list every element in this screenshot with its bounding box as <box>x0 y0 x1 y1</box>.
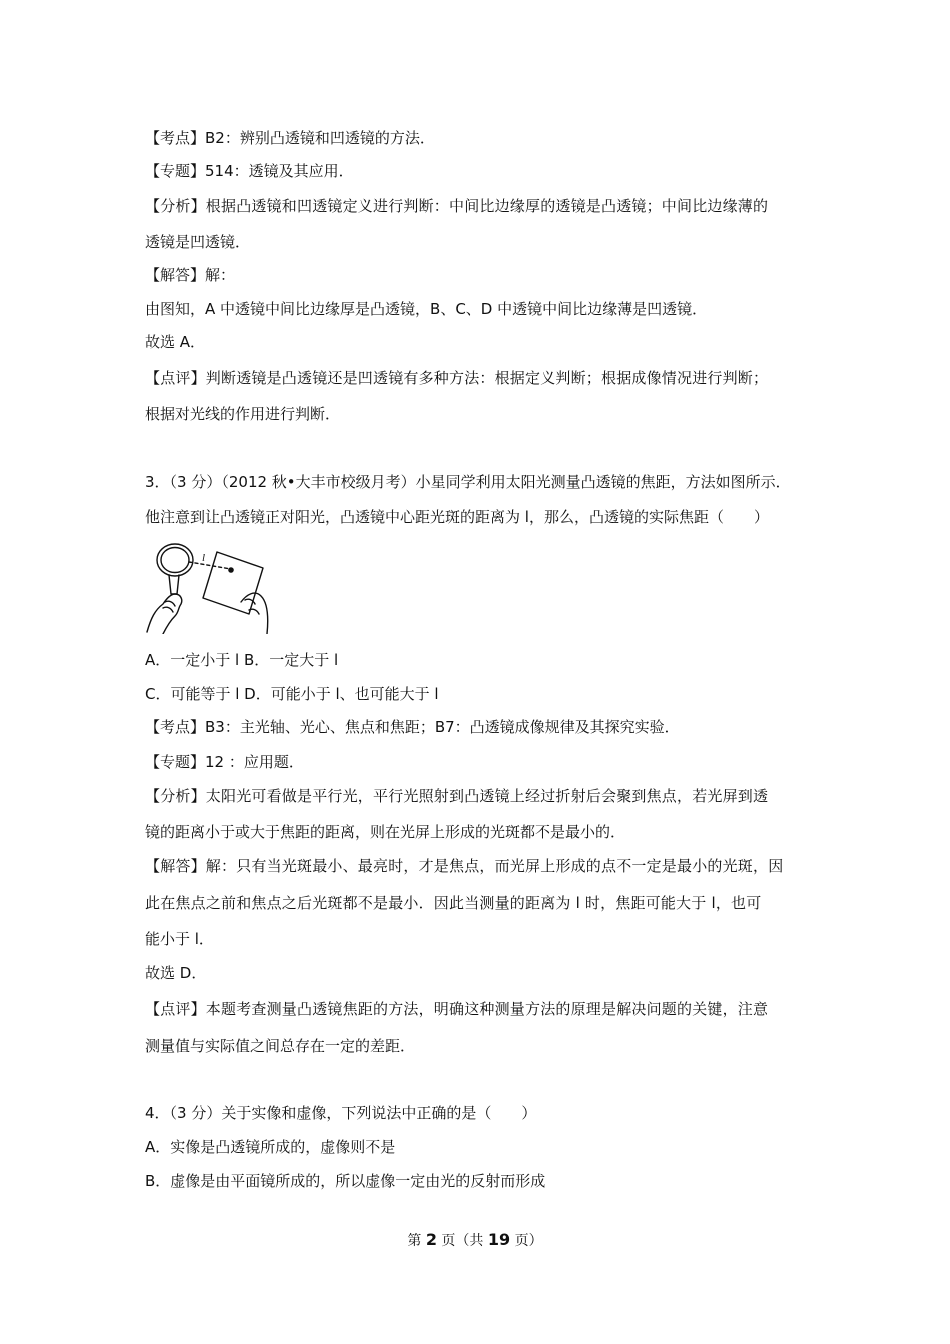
q3-fenxi-line2: 镜的距离小于或大于焦距的距离，则在光屏上形成的光斑都不是最小的． <box>145 823 626 841</box>
light-spot <box>228 567 234 573</box>
q2-answer: 故选 A． <box>145 333 206 351</box>
lens-inner <box>161 548 189 573</box>
q3-options-cd: C．可能等于 l D．可能小于 l、也可能大于 l <box>145 685 439 703</box>
q3-jieda-line3: 能小于 l． <box>145 930 214 948</box>
q3-fenxi-line1: 【分析】太阳光可看做是平行光，平行光照射到凸透镜上经过折射后会聚到焦点，若光屏到透 <box>145 787 769 805</box>
q4-option-b: B．虚像是由平面镜所成的，所以虚像一定由光的反射而形成 <box>145 1172 546 1190</box>
distance-label: l <box>202 552 206 564</box>
q4-stem: 4．（3 分）关于实像和虚像，下列说法中正确的是（ ） <box>145 1104 537 1122</box>
q3-stem-line1: 3．（3 分）（2012 秋•大丰市校级月考）小星同学利用太阳光测量凸透镜的焦距，方法如图所示． <box>145 473 791 491</box>
q3-dianping-line1: 【点评】本题考查测量凸透镜焦距的方法，明确这种测量方法的原理是解决问题的关键，注意 <box>145 1000 769 1018</box>
q2-jieda-label: 【解答】解： <box>145 266 236 284</box>
q3-jieda-line2: 此在焦点之前和焦点之后光斑都不是最小．因此当测量的距离为 l 时，焦距可能大于 l，也可 <box>145 894 762 912</box>
lens-handle <box>169 575 179 594</box>
footer-middle: 页（共 <box>436 1233 488 1249</box>
q2-dianping-line1: 【点评】判断透镜是凸透镜还是凹透镜有多种方法：根据定义判断；根据成像情况进行判断； <box>145 369 769 387</box>
footer-prefix: 第 <box>407 1233 426 1249</box>
q3-dianping-line2: 测量值与实际值之间总存在一定的差距． <box>145 1037 416 1055</box>
q2-kaodian: 【考点】B2：辨别凸透镜和凹透镜的方法． <box>145 129 435 147</box>
footer-total-pages: 19 <box>487 1230 511 1249</box>
footer-suffix: 页） <box>510 1233 543 1249</box>
left-hand <box>147 594 182 634</box>
q4-option-a: A．实像是凸透镜所成的，虚像则不是 <box>145 1138 396 1156</box>
q3-answer: 故选 D． <box>145 964 207 982</box>
q2-fenxi-line1: 【分析】根据凸透镜和凹透镜定义进行判断：中间比边缘厚的透镜是凸透镜；中间比边缘薄的 <box>145 197 769 215</box>
lens-outer <box>157 544 193 576</box>
q3-jieda-line1: 【解答】解：只有当光斑最小、最亮时，才是焦点，而光屏上形成的点不一定是最小的光斑，因 <box>145 857 784 875</box>
magnifier-sunlight-figure <box>145 538 273 634</box>
q2-dianping-line2: 根据对光线的作用进行判断． <box>145 405 341 423</box>
footer-page-number: 2 <box>425 1230 437 1249</box>
q3-kaodian: 【考点】B3：主光轴、光心、焦点和焦距；B7：凸透镜成像规律及其探究实验． <box>145 718 680 736</box>
light-line <box>189 562 231 569</box>
page-footer <box>0 1230 950 1251</box>
q3-zhuanti: 【专题】12 ：应用题． <box>145 753 304 771</box>
q2-fenxi-line2: 透镜是凹透镜． <box>145 233 251 251</box>
q2-jieda-line1: 由图知，A 中透镜中间比边缘厚是凸透镜，B、C、D 中透镜中间比边缘薄是凹透镜． <box>145 300 708 318</box>
q3-stem-line2: 他注意到让凸透镜正对阳光，凸透镜中心距光斑的距离为 l，那么，凸透镜的实际焦距（ ） <box>145 508 769 526</box>
paper-screen <box>203 552 263 614</box>
q2-zhuanti: 【专题】514：透镜及其应用． <box>145 162 354 180</box>
q3-options-ab: A．一定小于 l B．一定大于 l <box>145 651 339 669</box>
